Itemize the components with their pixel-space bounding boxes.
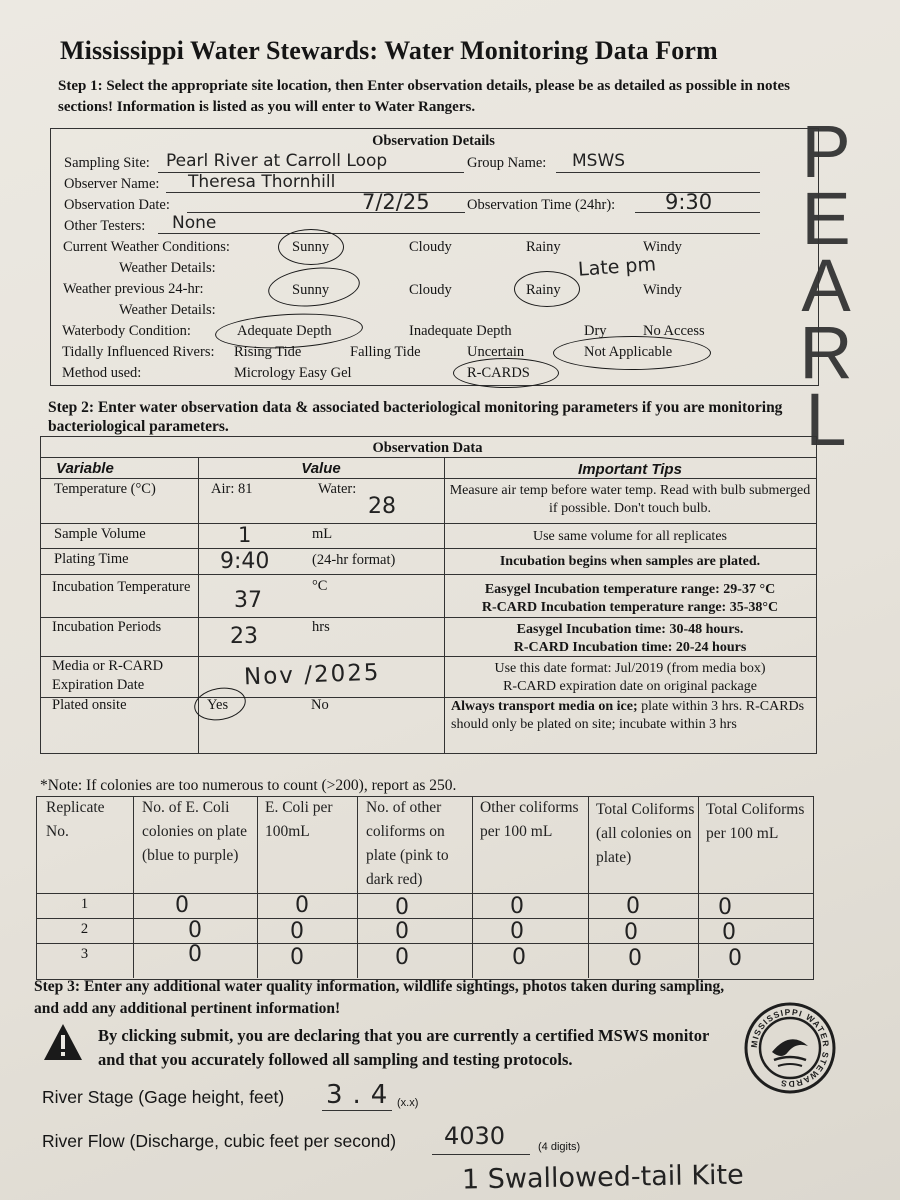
river-flow-field[interactable]: 4030 (444, 1122, 506, 1150)
plating-time-unit: (24-hr format) (312, 552, 396, 568)
current-weather-rainy[interactable]: Rainy (526, 239, 561, 255)
expiration-date-field[interactable]: Nov /2025 (243, 659, 381, 691)
rep-2-total-100ml[interactable]: 0 (722, 920, 736, 945)
declaration-text: By clicking submit, you are declaring that you are currently a certified MSWS monitor and that you accurately followed all sampling and testing protocols. (98, 1026, 710, 1069)
weather-details-label: Weather Details: (119, 260, 216, 276)
waterbody-inadequate-depth[interactable]: Inadequate Depth (409, 323, 512, 339)
previous-weather-sunny[interactable]: Sunny (292, 282, 330, 298)
form-title: Mississippi Water Stewards: Water Monitoring Data Form (60, 36, 718, 65)
other-testers-field[interactable]: None (172, 213, 217, 233)
observation-date-label: Observation Date: (64, 197, 170, 213)
rep-1-other-100ml[interactable]: 0 (510, 894, 524, 919)
tip-plated-onsite: Always transport media on ice; plate within 3 hrs. R-CARDs should only be plated on site; incubate within 3 hrs (451, 699, 805, 732)
tidal-not-applicable[interactable]: Not Applicable (584, 344, 673, 360)
step3-instructions: Step 3: Enter any additional water quality information, wildlife sightings, photos taken during sampling, and add any additional pertinent information! (34, 978, 725, 1017)
waterbody-condition-label: Waterbody Condition: (62, 323, 191, 339)
rep-1-ecoli-100ml[interactable]: 0 (295, 893, 309, 918)
var-incubation-periods: Incubation Periods (52, 619, 162, 635)
tidal-falling[interactable]: Falling Tide (350, 344, 421, 360)
additional-info-note[interactable]: 1 Swallowed-tail Kite (461, 1159, 744, 1196)
var-temperature: Temperature (°C) (54, 481, 156, 497)
current-weather-windy[interactable]: Windy (643, 239, 682, 255)
incubation-temperature-unit: °C (312, 578, 328, 594)
tip-plating-time: Incubation begins when samples are plated. (499, 554, 761, 569)
colonies-note: *Note: If colonies are too numerous to count (>200), report as 250. (40, 777, 457, 794)
other-testers-label: Other Testers: (64, 218, 146, 234)
air-temp-field[interactable]: Air: 81 (211, 481, 253, 497)
current-weather-sunny[interactable]: Sunny (292, 239, 330, 255)
pearl-watermark: P E A R L (799, 110, 853, 461)
river-stage-hint: (x.x) (397, 1097, 419, 1109)
rep-2-ecoli-plate[interactable]: 0 (188, 918, 202, 943)
rep-2-other-100ml[interactable]: 0 (510, 919, 524, 944)
rep-2-no: 2 (80, 921, 89, 937)
observation-date-field[interactable]: 7/2/25 (362, 190, 430, 214)
rep-header-4: No. of other coliforms on plate (pink to dark red) (366, 799, 449, 888)
warning-icon (42, 1022, 84, 1062)
observation-time-field[interactable]: 9:30 (665, 190, 713, 214)
r-cards-circle-mark (453, 358, 559, 388)
sampling-site-label: Sampling Site: (64, 155, 150, 171)
river-flow-label: River Flow (Discharge, cubic feet per second) (42, 1131, 397, 1151)
rep-1-other-plate[interactable]: 0 (395, 895, 409, 920)
col-value: Value (301, 460, 341, 477)
rainy-circle-mark (514, 271, 580, 307)
tip-temperature: Measure air temp before water temp. Read with bulb submerged if possible. Don't touch bulb. (449, 483, 811, 516)
tidal-rising[interactable]: Rising Tide (234, 344, 302, 360)
waterbody-adequate-depth[interactable]: Adequate Depth (237, 323, 332, 339)
tip-incubation-temp-2: R-CARD Incubation temperature range: 35-38°C (481, 600, 779, 615)
method-r-cards[interactable]: R-CARDS (467, 365, 530, 381)
group-name-label: Group Name: (467, 155, 547, 171)
observation-data-heading: Observation Data (372, 440, 483, 456)
tidal-uncertain[interactable]: Uncertain (467, 344, 525, 360)
rep-header-1: Replicate No. (46, 799, 105, 840)
rep-3-ecoli-plate[interactable]: 0 (188, 942, 202, 967)
tip-expiration-1: Use this date format: Jul/2019 (from media box) (494, 661, 766, 676)
previous-weather-rainy[interactable]: Rainy (526, 282, 561, 298)
var-plated-onsite: Plated onsite (52, 697, 127, 713)
rep-2-ecoli-100ml[interactable]: 0 (290, 919, 304, 944)
rep-3-ecoli-100ml[interactable]: 0 (290, 945, 304, 970)
previous-weather-windy[interactable]: Windy (643, 282, 682, 298)
observation-time-label: Observation Time (24hr): (467, 197, 616, 213)
weather-details-label-2: Weather Details: (119, 302, 216, 318)
var-incubation-temperature: Incubation Temperature (52, 579, 191, 595)
observer-name-label: Observer Name: (64, 176, 160, 192)
rep-header-7: Total Coliforms per 100 mL (706, 801, 805, 842)
waterbody-dry[interactable]: Dry (584, 323, 607, 339)
rep-3-total-100ml[interactable]: 0 (728, 946, 742, 971)
rep-3-no: 3 (80, 946, 89, 962)
rep-2-total-plate[interactable]: 0 (624, 920, 638, 945)
river-stage-label: River Stage (Gage height, feet) (42, 1087, 285, 1107)
step1-instructions: Step 1: Select the appropriate site location, then Enter observation details, please be as detailed as possible in notes sections! Information is listed as you will enter to Water Rangers. (58, 78, 790, 115)
rep-header-5: Other coliforms per 100 mL (480, 799, 579, 840)
sampling-site-field[interactable]: Pearl River at Carroll Loop (166, 151, 388, 171)
rep-1-total-100ml[interactable]: 0 (718, 895, 732, 920)
sample-volume-field[interactable]: 1 (238, 523, 252, 547)
rep-3-other-plate[interactable]: 0 (395, 945, 409, 970)
rep-3-total-plate[interactable]: 0 (628, 946, 642, 971)
previous-weather-note[interactable]: Late pm (577, 253, 657, 281)
river-flow-hint: (4 digits) (538, 1141, 581, 1153)
water-label: Water: (318, 481, 357, 497)
rep-header-2: No. of E. Coli colonies on plate (blue to purple) (142, 799, 248, 864)
incubation-periods-field[interactable]: 23 (230, 624, 258, 649)
plating-time-field[interactable]: 9:40 (220, 549, 270, 574)
method-used-label: Method used: (62, 365, 142, 381)
current-weather-cloudy[interactable]: Cloudy (409, 239, 452, 255)
rep-header-3: E. Coli per 100mL (265, 799, 333, 840)
tip-incubation-time-1: Easygel Incubation time: 30-48 hours. (516, 622, 744, 637)
not-applicable-circle-mark (553, 336, 711, 370)
msws-seal-logo (744, 1002, 836, 1094)
group-name-field[interactable]: MSWS (572, 151, 626, 171)
tip-incubation-time-2: R-CARD Incubation time: 20-24 hours (513, 640, 747, 655)
svg-text:MISSISSIPPI WATER STEWARDS: MISSISSIPPI WATER STEWARDS (748, 1006, 832, 1090)
rep-1-total-plate[interactable]: 0 (626, 894, 640, 919)
previous-weather-cloudy[interactable]: Cloudy (409, 282, 452, 298)
incubation-temperature-field[interactable]: 37 (234, 588, 262, 613)
rep-3-other-100ml[interactable]: 0 (512, 945, 526, 970)
current-weather-label: Current Weather Conditions: (63, 239, 230, 255)
sample-volume-unit: mL (312, 526, 333, 542)
river-stage-field[interactable]: 3.4 (326, 1080, 398, 1110)
var-expiration-date: Media or R-CARD Expiration Date (52, 658, 164, 693)
plated-onsite-yes[interactable]: Yes (207, 697, 229, 713)
var-sample-volume: Sample Volume (54, 526, 146, 542)
tip-sample-volume: Use same volume for all replicates (533, 529, 727, 544)
water-temp-field[interactable]: 28 (368, 494, 396, 519)
rep-header-6: Total Coliforms (all colonies on plate) (596, 801, 695, 866)
weather-previous-label: Weather previous 24-hr: (63, 281, 204, 297)
observation-details-heading: Observation Details (372, 133, 495, 149)
sunny-circle-mark (278, 229, 344, 265)
rep-2-other-plate[interactable]: 0 (395, 919, 409, 944)
waterbody-no-access[interactable]: No Access (643, 323, 705, 339)
col-tips: Important Tips (578, 461, 682, 478)
col-variable: Variable (56, 460, 114, 477)
tidal-rivers-label: Tidally Influenced Rivers: (62, 344, 215, 360)
rep-1-no: 1 (80, 896, 89, 912)
observer-name-field[interactable]: Theresa Thornhill (188, 172, 336, 192)
incubation-periods-unit: hrs (312, 619, 330, 635)
tip-incubation-temp-1: Easygel Incubation temperature range: 29-37 °C (484, 582, 776, 597)
tip-expiration-2: R-CARD expiration date on original package (503, 679, 757, 694)
rep-1-ecoli-plate[interactable]: 0 (175, 893, 189, 918)
step2-instructions: Step 2: Enter water observation data & associated bacteriological monitoring parameters if you are monitoring bacteriological parameters. (48, 399, 783, 435)
plated-onsite-no[interactable]: No (311, 697, 329, 713)
var-plating-time: Plating Time (54, 551, 129, 567)
method-easy-gel[interactable]: Micrology Easy Gel (234, 365, 352, 381)
